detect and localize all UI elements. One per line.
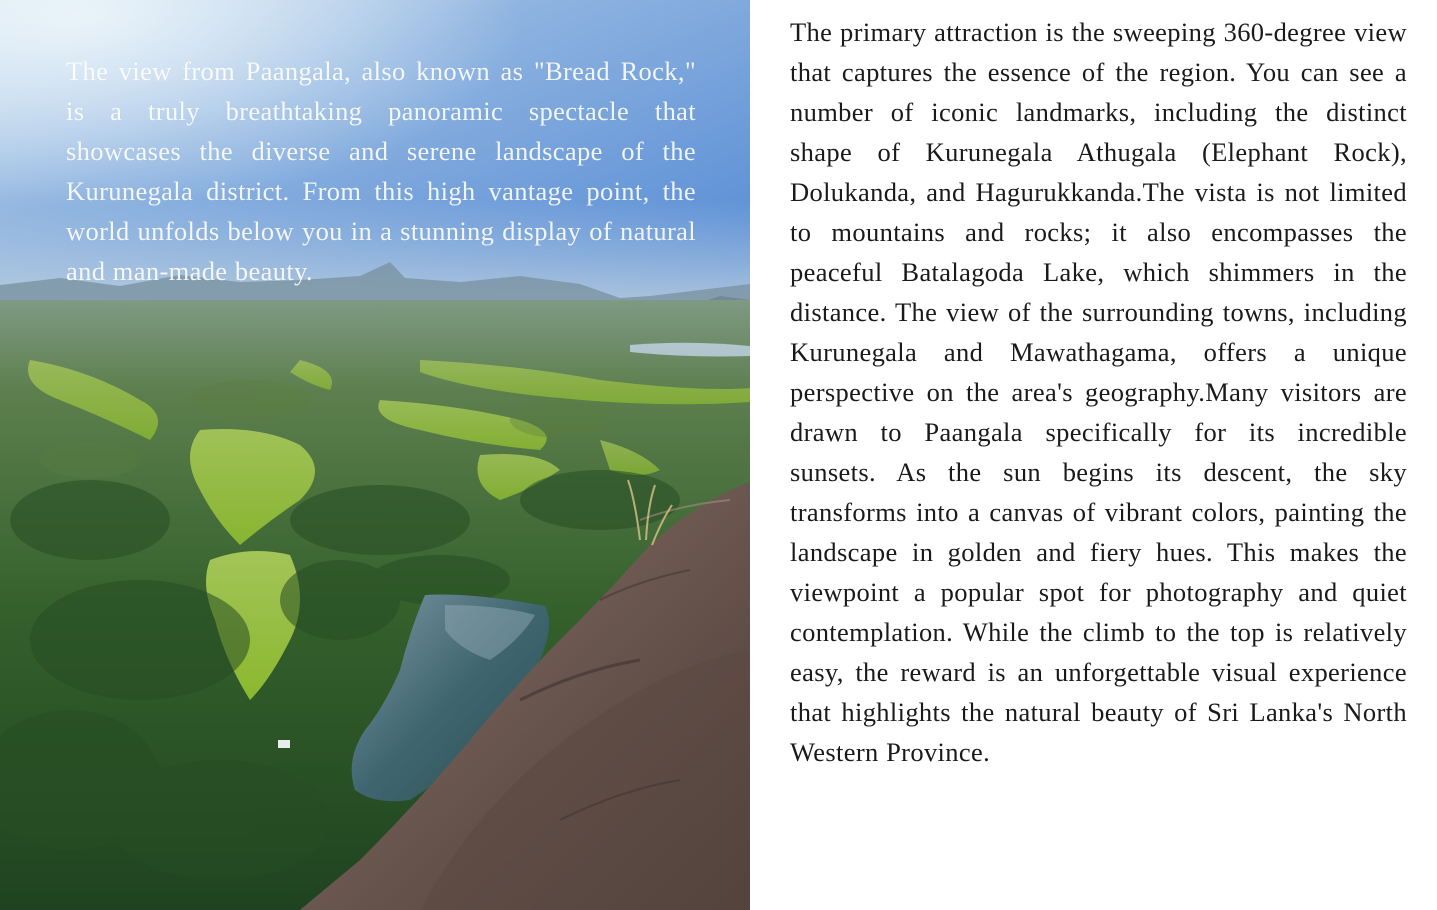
article-body: The primary attraction is the sweeping 360-degree view that captures the essence of the region. You can see a number of iconic landmarks, including the distinct shape of Kurunegala Athugala (Elephant Rock), Dolukanda, and Hagurukkanda.The vista is not limited to mountains and rocks; it also encompasses the peaceful Batalagoda Lake, which shimmers in the distance. The view of the surrounding towns, including Kurunegala and Mawathagama, offers a unique perspective on the area's geography.Many visitors are drawn to Paangala specifically for its incredible sunsets. As the sun begins its descent, the sky transforms into a canvas of vibrant colors, painting the landscape in golden and fiery hues. This makes the viewpoint a popular spot for photography and quiet contemplation. While the climb to the top is relatively easy, the reward is an unforgettable visual experience that highlights the natural beauty of Sri Lanka's North Western Province.: [790, 17, 1407, 767]
photo-caption: The view from Paangala, also known as "Bread Rock," is a truly breathtaking panoramic spectacle that showcases the diverse and serene landscape of the Kurunegala district. From this high vantage point, the world unfolds below you in a stunning display of natural and man-made beauty.: [66, 56, 696, 286]
